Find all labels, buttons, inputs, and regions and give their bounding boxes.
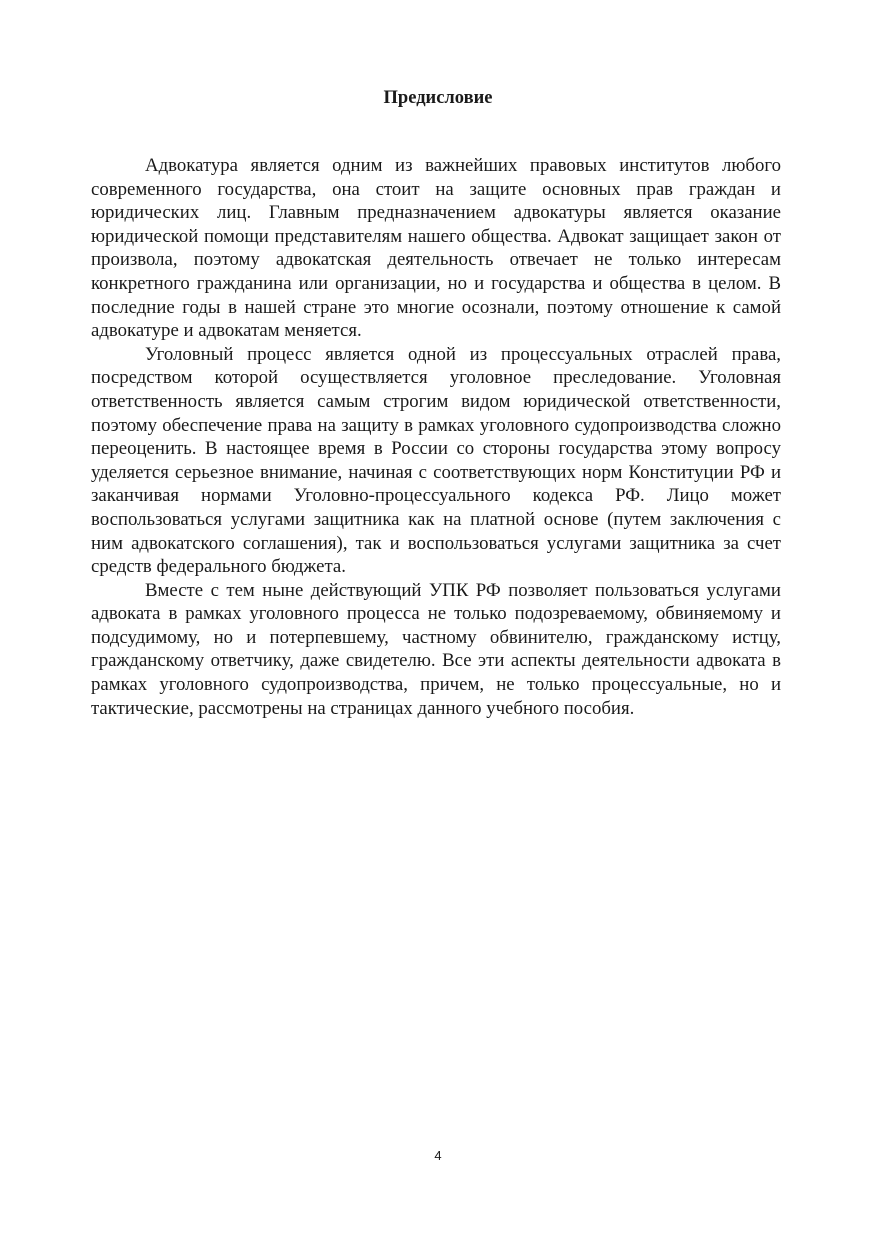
paragraph-3: Вместе с тем ныне действующий УПК РФ позволяет пользоваться услугами адвоката в рамках уголовного процесса не только подозреваемому, обвиняемому и подсудимому, но и потерпевшему, частному обвинителю, гражданскому истцу, гражданскому ответчику, даже свидетелю. Все эти аспекты деятельности адвоката в рамках уголовного судопроизводства, причем, не только процессуальные, но и тактические, рассмотрены на страницах данного учебного пособия.	[91, 579, 781, 719]
page-title: Предисловие	[383, 88, 493, 108]
paragraph-1: Адвокатура является одним из важнейших правовых институтов любого современного государства, она стоит на защите основных прав граждан и юридических лиц. Главным предназначением адвокатуры является оказание юридической помощи представителям нашего общества. Адвокат защищает закон от произвола, поэтому адвокатская деятельность отвечает не только интересам конкретного гражданина или организации, но и государства и общества в целом. В последние годы в нашей стране это многие осознали, поэтому отношение к самой адвокатуре и адвокатам меняется.	[91, 155, 781, 342]
paragraph-2: Уголовный процесс является одной из процессуальных отраслей права, посредством которой осуществляется уголовное преследование. Уголовная ответственность является самым строгим видом юридической ответственности, поэтому обеспечение права на защиту в рамках уголовного судопроизводства сложно переоценить. В настоящее время в России со стороны государства этому вопросу уделяется серьезное внимание, начиная с соответствующих норм Конституции РФ и заканчивая нормами Уголовно-процессуального кодекса РФ. Лицо может воспользоваться услугами защитника как на платной основе (путем заключения с ним адвокатского соглашения), так и воспользоваться услугами защитника за счет средств федерального бюджета.	[91, 343, 781, 578]
page-number: 4	[434, 1148, 442, 1163]
body-text	[91, 154, 781, 720]
